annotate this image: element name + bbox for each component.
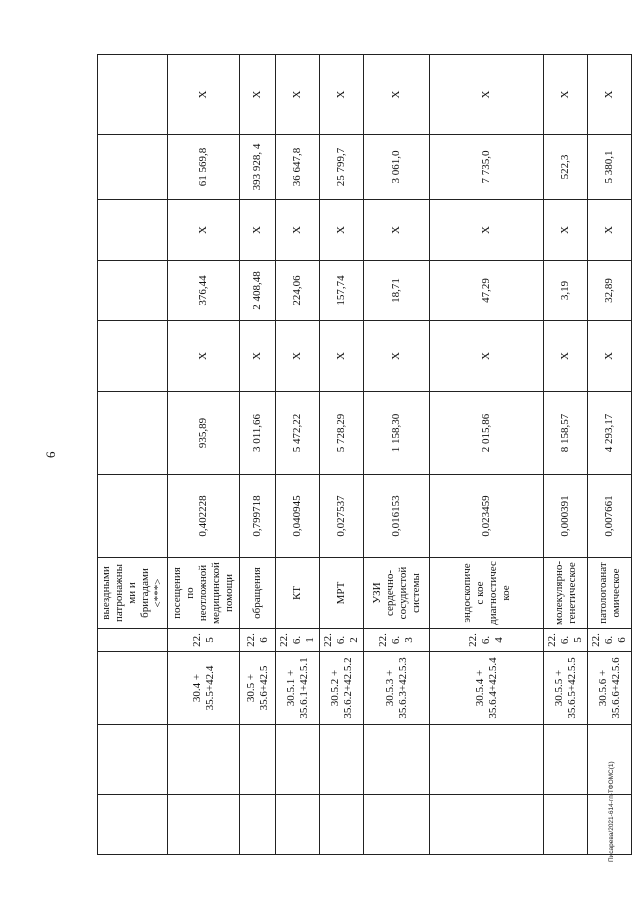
cell-codes: 30.5.3 + 35.6.3+42.5.3 <box>364 652 430 725</box>
blank-cell-a <box>98 795 168 855</box>
blank-cell-a <box>544 795 588 855</box>
cell-codes: 30.5.6 + 35.6.6+42.5.6 <box>588 652 632 725</box>
blank-cell-b <box>364 725 430 795</box>
cell-codes: 30.5.4 + 35.6.4+42.5.4 <box>430 652 544 725</box>
cell-x2: X <box>430 200 544 261</box>
cell-num: 22.5 <box>168 629 240 652</box>
table-body <box>98 55 632 855</box>
cell-num: 22.6. 3 <box>364 629 430 652</box>
cell-x1: X <box>364 321 430 392</box>
cell-x1: X <box>588 321 632 392</box>
table-row <box>544 55 588 855</box>
blank-cell-a <box>588 795 632 855</box>
cell-name: УЗИ сердечно-сосудистой системы <box>364 558 430 629</box>
cell-x3: X <box>276 55 320 135</box>
cell-num: 22.6. 1 <box>276 629 320 652</box>
table-row <box>168 55 240 855</box>
cell-v2: 18,71 <box>364 261 430 321</box>
blank-cell-b <box>240 725 276 795</box>
blank-cell-a <box>430 795 544 855</box>
table-row <box>240 55 276 855</box>
cell-name: обращения <box>240 558 276 629</box>
cell-coef: 0,402228 <box>168 475 240 558</box>
cell-name: молекулярно-генетическое <box>544 558 588 629</box>
cell-codes: 30.5.2 + 35.6.2+42.5.2 <box>320 652 364 725</box>
cell-v1: 5 728,29 <box>320 392 364 475</box>
blank-cell-b <box>98 725 168 795</box>
table-row <box>98 55 168 855</box>
tariff-table <box>97 54 632 855</box>
cell-x2: X <box>240 200 276 261</box>
cell-v2: 3,19 <box>544 261 588 321</box>
cell-x2: X <box>588 200 632 261</box>
cell-v1: 4 293,17 <box>588 392 632 475</box>
cell-coef: 0,040945 <box>276 475 320 558</box>
cell-x2: X <box>320 200 364 261</box>
cell-v1: 3 011,66 <box>240 392 276 475</box>
cell-v3: 61 569,8 <box>168 135 240 200</box>
cell-v2: 2 408,48 <box>240 261 276 321</box>
cell-v2: 376,44 <box>168 261 240 321</box>
cell-name: КТ <box>276 558 320 629</box>
table-row <box>276 55 320 855</box>
cell-codes: 30.4 + 35.5+42.4 <box>168 652 240 725</box>
cell-x3: X <box>320 55 364 135</box>
cell-name: патологоанат омическое <box>588 558 632 629</box>
cell-v2: 32,89 <box>588 261 632 321</box>
cell-v3: 25 799,7 <box>320 135 364 200</box>
cell-v1: 1 158,30 <box>364 392 430 475</box>
cell-v3: 36 647,8 <box>276 135 320 200</box>
cell-v1: 8 158,57 <box>544 392 588 475</box>
cell-x2 <box>98 200 168 261</box>
cell-codes <box>98 652 168 725</box>
blank-cell-b <box>588 725 632 795</box>
cell-num: 22.6. 4 <box>430 629 544 652</box>
cell-name: посещения по неотложной медицинской помощи <box>168 558 240 629</box>
cell-coef: 0,023459 <box>430 475 544 558</box>
cell-x3: X <box>364 55 430 135</box>
blank-cell-b <box>320 725 364 795</box>
cell-x3 <box>98 55 168 135</box>
table-row <box>588 55 632 855</box>
cell-coef: 0,027537 <box>320 475 364 558</box>
page-number: 6 <box>43 451 58 458</box>
cell-num: 22.6. 2 <box>320 629 364 652</box>
cell-x1: X <box>320 321 364 392</box>
document-reference-note: Писарева/2021-614-гп-ТФОМС(1) <box>608 761 615 862</box>
cell-name: выездными патронажными и бригадами <***> <box>98 558 168 629</box>
blank-cell-a <box>276 795 320 855</box>
cell-x1: X <box>168 321 240 392</box>
cell-x2: X <box>364 200 430 261</box>
cell-x1: X <box>240 321 276 392</box>
cell-v3 <box>98 135 168 200</box>
cell-v3: 522,3 <box>544 135 588 200</box>
cell-x1: X <box>276 321 320 392</box>
cell-coef: 0,007661 <box>588 475 632 558</box>
cell-x2: X <box>276 200 320 261</box>
cell-v2 <box>98 261 168 321</box>
table-row <box>430 55 544 855</box>
cell-x1 <box>98 321 168 392</box>
table-row <box>364 55 430 855</box>
cell-num: 22.6. 5 <box>544 629 588 652</box>
cell-x1: X <box>430 321 544 392</box>
cell-coef: 0,016153 <box>364 475 430 558</box>
cell-v3: 5 380,1 <box>588 135 632 200</box>
cell-v3: 7 735,0 <box>430 135 544 200</box>
cell-v1: 5 472,22 <box>276 392 320 475</box>
cell-num: 22.6. 6 <box>588 629 632 652</box>
blank-cell-a <box>364 795 430 855</box>
cell-x2: X <box>544 200 588 261</box>
cell-name: МРТ <box>320 558 364 629</box>
cell-v3: 3 061,0 <box>364 135 430 200</box>
cell-x1: X <box>544 321 588 392</box>
table-row <box>320 55 364 855</box>
cell-v3: 393 928, 4 <box>240 135 276 200</box>
cell-codes: 30.5 + 35.6+42.5 <box>240 652 276 725</box>
cell-coef: 0,799718 <box>240 475 276 558</box>
cell-x3: X <box>240 55 276 135</box>
cell-codes: 30.5.1 + 35.6.1+42.5.1 <box>276 652 320 725</box>
blank-cell-a <box>168 795 240 855</box>
cell-name: эндоскопичес кое диагностичес кое <box>430 558 544 629</box>
cell-num <box>98 629 168 652</box>
cell-x3: X <box>168 55 240 135</box>
cell-v1: 935,89 <box>168 392 240 475</box>
cell-x2: X <box>168 200 240 261</box>
cell-coef: 0,000391 <box>544 475 588 558</box>
blank-cell-b <box>168 725 240 795</box>
blank-cell-b <box>430 725 544 795</box>
cell-codes: 30.5.5 + 35.6.5+42.5.5 <box>544 652 588 725</box>
blank-cell-a <box>320 795 364 855</box>
cell-coef <box>98 475 168 558</box>
blank-cell-b <box>544 725 588 795</box>
cell-x3: X <box>588 55 632 135</box>
blank-cell-b <box>276 725 320 795</box>
cell-v2: 47,29 <box>430 261 544 321</box>
cell-v1 <box>98 392 168 475</box>
cell-x3: X <box>544 55 588 135</box>
cell-v2: 224,06 <box>276 261 320 321</box>
blank-cell-a <box>240 795 276 855</box>
cell-v1: 2 015,86 <box>430 392 544 475</box>
cell-v2: 157,74 <box>320 261 364 321</box>
cell-x3: X <box>430 55 544 135</box>
cell-num: 22.6 <box>240 629 276 652</box>
